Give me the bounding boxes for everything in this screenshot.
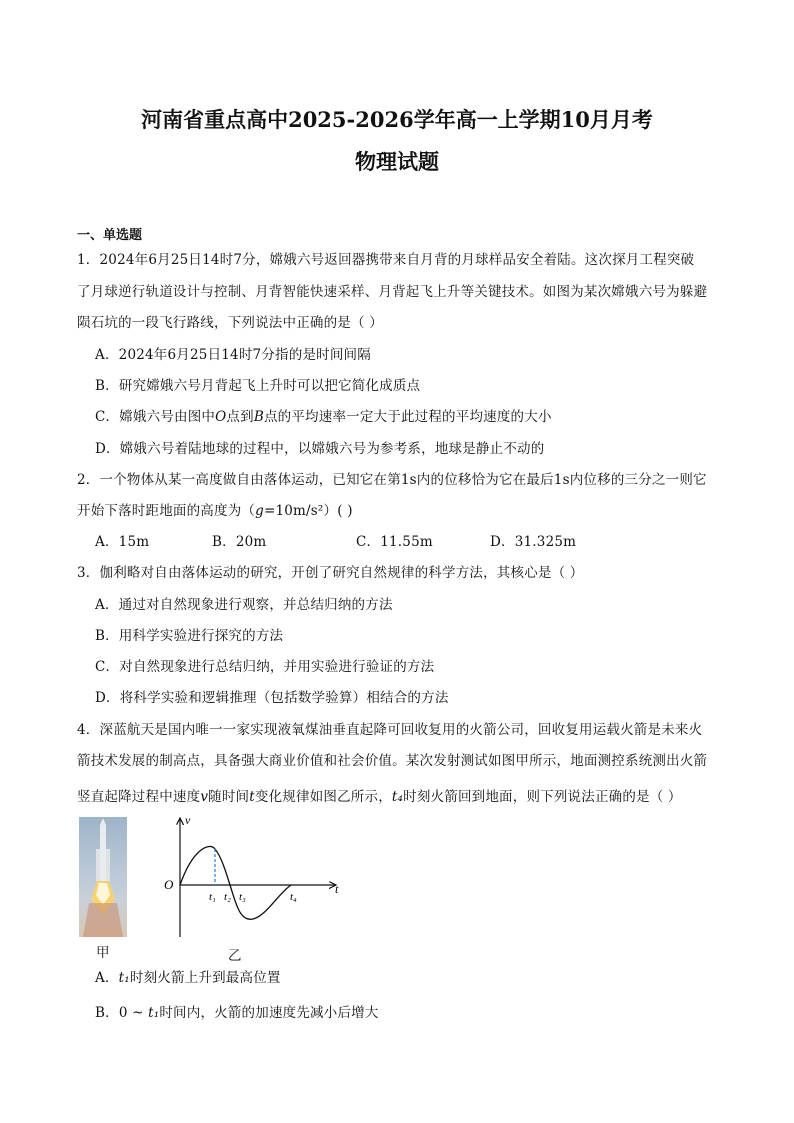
q3-option-a: A．通过对自然现象进行观察，并总结归纳的方法 [95,597,393,613]
q1-line-1: 1．2024年6月25日14时7分，嫦娥六号返回器携带来自月背的月球样品安全着陆。这次探月工程突破 [77,252,695,268]
q2-line-1: 2．一个物体从某一高度做自由落体运动，已知它在第1s内的位移恰为它在最后1s内位移的三分之一则它 [77,472,707,488]
q1-option-c: C．嫦娥六号由图中O点到B点的平均速率一定大于此过程的平均速度的大小 [95,409,552,425]
figure-yi-caption: 乙 [228,948,242,964]
section-heading: 一、单选题 [77,228,143,243]
q4-line-2: 箭技术发展的制高点，具备强大商业价值和社会价值。某次发射测试如图甲所示，地面测控系统测出火箭 [77,753,708,769]
q2-option-a: A．15m [95,534,150,550]
q4-line-3: 竖直起降过程中速度v随时间t变化规律如图乙所示，t₄时刻火箭回到地面，则下列说法正确的是（ ） [77,789,682,805]
q2-option-d: D．31.325m [490,534,577,550]
q3-option-c: C．对自然现象进行总结归纳，并用实验进行验证的方法 [95,659,435,675]
q1-option-b: B．研究嫦娥六号月背起飞上升时可以把它简化成质点 [95,378,421,394]
velocity-time-graph [158,812,348,937]
graph-t1-label: t₁ [209,891,216,903]
exam-subtitle: 物理试题 [355,149,439,174]
q1-option-a: A．2024年6月25日14时7分指的是时间间隔 [95,347,371,363]
graph-t3-label: t₃ [239,891,246,903]
q4-option-a: A．t₁时刻火箭上升到最高位置 [95,970,281,986]
q2-line-2: 开始下落时距地面的高度为（g=10m/s²）( ) [77,503,353,519]
q3-option-b: B．用科学实验进行探究的方法 [95,628,284,644]
q3-line-1: 3．伽利略对自由落体运动的研究，开创了研究自然规律的科学方法，其核心是（ ） [77,565,584,581]
figure-jia-caption: 甲 [96,945,110,961]
q4-option-b: B．0 ~ t₁时间内，火箭的加速度先减小后增大 [95,1005,379,1021]
graph-t-label: t [335,882,339,896]
q4-line-1: 4．深蓝航天是国内唯一一家实现液氧煤油垂直起降可回收复用的火箭公司，回收复用运载火箭是未来火 [77,722,703,738]
rocket-photo [79,817,127,937]
q2-option-c: C．11.55m [356,534,433,550]
rocket-icon [79,817,127,937]
exam-title: 河南省重点高中2025-2026学年高一上学期10月月考 [141,107,653,132]
q1-line-2: 了月球逆行轨道设计与控制、月背智能快速采样、月背起飞上升等关键技术。如图为某次嫦娥六号为躲避 [77,284,708,300]
q1-line-3: 陨石坑的一段飞行路线，下列说法中正确的是（ ） [77,315,383,331]
graph-v-label: v [185,813,191,827]
graph-curve [180,846,291,919]
graph-t4-label: t₄ [290,891,297,903]
q3-option-d: D．将科学实验和逻辑推理（包括数学验算）相结合的方法 [95,690,449,706]
q1-option-d: D．嫦娥六号着陆地球的过程中，以嫦娥六号为参考系，地球是静止不动的 [95,441,545,457]
graph-origin-label: O [164,877,174,892]
q2-option-b: B．20m [212,534,267,550]
graph-t2-label: t₂ [224,891,231,903]
